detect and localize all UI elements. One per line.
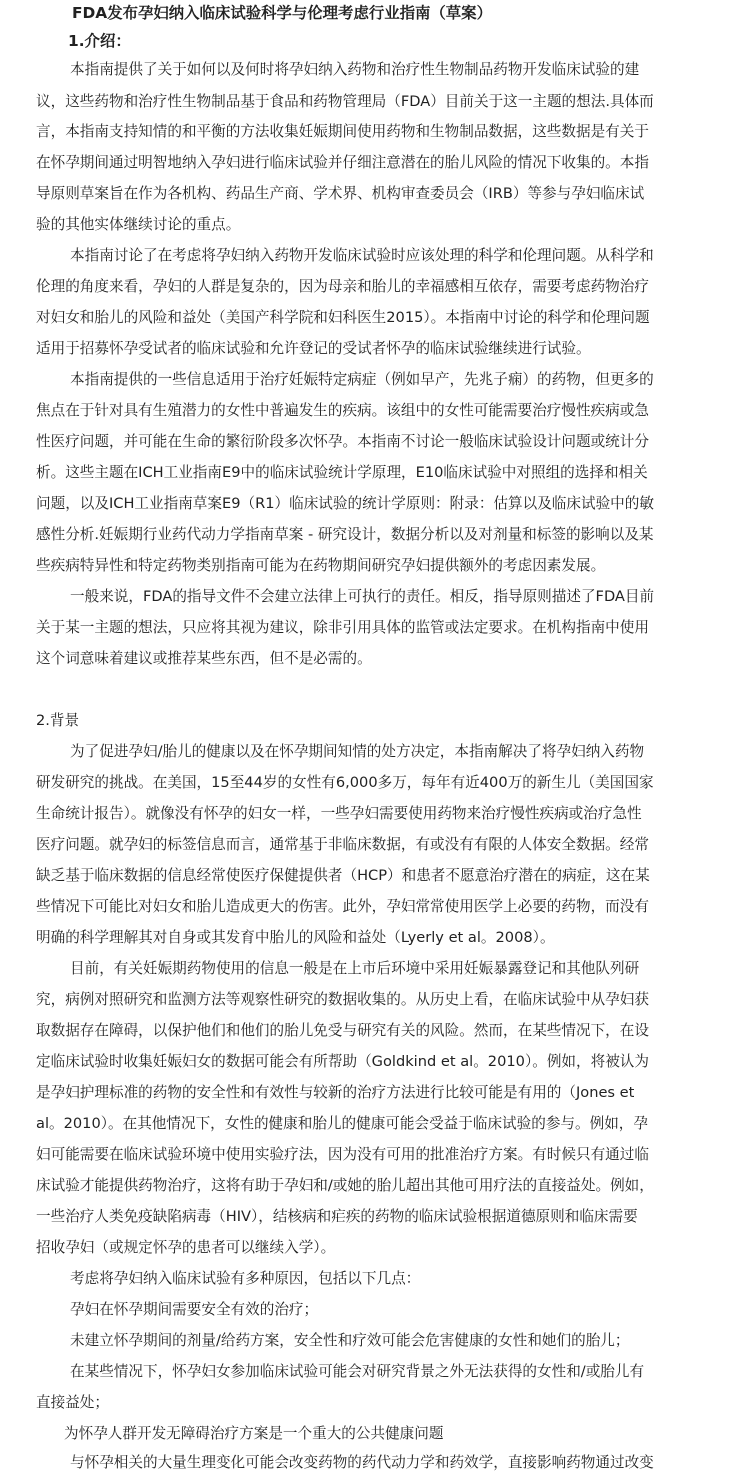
paragraph-line: 床试验才能提供药物治疗，这将有助于孕妇和/或她的胎儿超出其他可用疗法的直接益处。例如， xyxy=(36,1177,654,1194)
paragraph-line: 妇可能需要在临床试验环境中使用实验疗法，因为没有可用的批准治疗方案。有时候只有通过临 xyxy=(36,1146,649,1163)
document-title: FDA发布孕妇纳入临床试验科学与伦理考虑行业指南（草案） xyxy=(72,4,492,22)
paragraph-line: 本指南提供的一些信息适用于治疗妊娠特定病症（例如早产，先兆子痫）的药物，但更多的 xyxy=(70,371,654,388)
paragraph-line: 些情况下可能比对妇女和胎儿造成更大的伤害。此外，孕妇常常使用医学上必要的药物，而没有 xyxy=(36,898,649,915)
paragraph-line: 议，这些药物和治疗性生物制品基于食品和药物管理局（FDA）目前关于这一主题的想法.具体而 xyxy=(36,93,654,110)
paragraph-line: 缺乏基于临床数据的信息经常使医疗保健提供者（HCP）和患者不愿意治疗潜在的病症，这在某 xyxy=(36,867,650,884)
paragraph-line: 为了促进孕妇/胎儿的健康以及在怀孕期间知情的处方决定，本指南解决了将孕妇纳入药物 xyxy=(70,743,645,760)
paragraph-line: 性医疗问题，并可能在生命的繁衍阶段多次怀孕。本指南不讨论一般临床试验设计问题或统计分 xyxy=(36,433,649,450)
list-item: 在某些情况下，怀孕妇女参加临床试验可能会对研究背景之外无法获得的女性和/或胎儿有 xyxy=(70,1363,645,1380)
paragraph-line: 目前，有关妊娠期药物使用的信息一般是在上市后环境中采用妊娠暴露登记和其他队列研 xyxy=(70,960,640,977)
paragraph-line: 招收孕妇（或规定怀孕的患者可以继续入学）。 xyxy=(36,1239,336,1256)
paragraph-line: 验的其他实体继续讨论的重点。 xyxy=(36,216,241,233)
paragraph-line: 生命统计报告）。就像没有怀孕的妇女一样，一些孕妇需要使用药物来治疗慢性疾病或治疗急性 xyxy=(36,805,642,822)
paragraph-line: 医疗问题。就孕妇的标签信息而言，通常基于非临床数据，有或没有有限的人体安全数据。经常 xyxy=(36,836,649,853)
list-item: 为怀孕人群开发无障碍治疗方案是一个重大的公共健康问题 xyxy=(64,1425,444,1442)
paragraph-line: 些疾病特异性和特定药物类别指南可能为在药物期间研究孕妇提供额外的考虑因素发展。 xyxy=(36,557,606,574)
list-item: 未建立怀孕期间的剂量/给药方案，安全性和疗效可能会危害健康的女性和她们的胎儿； xyxy=(70,1332,630,1349)
paragraph-line: 本指南讨论了在考虑将孕妇纳入药物开发临床试验时应该处理的科学和伦理问题。从科学和 xyxy=(70,247,654,264)
paragraph-line: 关于某一主题的想法，只应将其视为建议，除非引用具体的监管或法定要求。在机构指南中使用 xyxy=(36,619,649,636)
paragraph-line: 适用于招募怀孕受试者的临床试验和允许登记的受试者怀孕的临床试验继续进行试验。 xyxy=(36,340,591,357)
paragraph-line: 研发研究的挑战。在美国，15至44岁的女性有6,000多万，每年有近400万的新生儿（美国国家 xyxy=(36,774,654,791)
section-heading-introduction: 1.介绍： xyxy=(68,32,131,50)
paragraph-line: 与怀孕相关的大量生理变化可能会改变药物的药代动力学和药效学，直接影响药物通过改变 xyxy=(70,1454,654,1471)
paragraph-line: 焦点在于针对具有生殖潜力的女性中普遍发生的疾病。该组中的女性可能需要治疗慢性疾病或急 xyxy=(36,402,649,419)
paragraph-line: 本指南提供了关于如何以及何时将孕妇纳入药物和治疗性生物制品药物开发临床试验的建 xyxy=(70,61,640,78)
paragraph-line: 这个词意味着建议或推荐某些东西，但不是必需的。 xyxy=(36,650,372,667)
paragraph-line: al。2010）。在其他情况下，女性的健康和胎儿的健康可能会受益于临床试验的参与。例如，孕 xyxy=(36,1115,648,1132)
paragraph-line: 定临床试验时收集妊娠妇女的数据可能会有所帮助（Goldkind et al。2010）。例如，将被认为 xyxy=(36,1053,649,1070)
paragraph-line: 析。这些主题在ICH工业指南E9中的临床试验统计学原理，E10临床试验中对照组的选择和相关 xyxy=(36,464,648,481)
paragraph-line: 一些治疗人类免疫缺陷病毒（HIV），结核病和疟疾的药物的临床试验根据道德原则和临床需要 xyxy=(36,1208,638,1225)
paragraph-line: 感性分析.妊娠期行业药代动力学指南草案 - 研究设计，数据分析以及对剂量和标签的影响以及某 xyxy=(36,526,654,543)
list-item: 孕妇在怀孕期间需要安全有效的治疗； xyxy=(70,1301,319,1318)
list-item: 直接益处； xyxy=(36,1394,109,1411)
paragraph-line: 伦理的角度来看，孕妇的人群是复杂的，因为母亲和胎儿的幸福感相互依存，需要考虑药物治疗 xyxy=(36,278,649,295)
paragraph-line: 问题，以及ICH工业指南草案E9（R1）临床试验的统计学原则：附录：估算以及临床试验中的敏 xyxy=(36,495,654,512)
paragraph-line: 究，病例对照研究和监测方法等观察性研究的数据收集的。从历史上看，在临床试验中从孕妇获 xyxy=(36,991,649,1008)
paragraph-line: 考虑将孕妇纳入临床试验有多种原因，包括以下几点： xyxy=(70,1270,421,1287)
paragraph-line: 取数据存在障碍，以保护他们和他们的胎儿免受与研究有关的风险。然而，在某些情况下，在设 xyxy=(36,1022,649,1039)
paragraph-line: 是孕妇护理标准的药物的安全性和有效性与较新的治疗方法进行比较可能是有用的（Jones et xyxy=(36,1084,635,1101)
paragraph-line: 一般来说，FDA的指导文件不会建立法律上可执行的责任。相反，指导原则描述了FDA目前 xyxy=(70,588,655,605)
paragraph-line: 对妇女和胎儿的风险和益处（美国产科学院和妇科医生2015）。本指南中讨论的科学和伦理问题 xyxy=(36,309,650,326)
paragraph-line: 言，本指南支持知情的和平衡的方法收集妊娠期间使用药物和生物制品数据，这些数据是有关于 xyxy=(36,123,649,140)
paragraph-line: 明确的科学理解其对自身或其发育中胎儿的风险和益处（Lyerly et al。2008）。 xyxy=(36,929,555,946)
paragraph-line: 在怀孕期间通过明智地纳入孕妇进行临床试验并仔细注意潜在的胎儿风险的情况下收集的。本指 xyxy=(36,154,649,171)
paragraph-line: 导原则草案旨在作为各机构、药品生产商、学术界、机构审查委员会（IRB）等参与孕妇临床试 xyxy=(36,185,645,202)
section-heading-background: 2.背景 xyxy=(36,712,80,729)
